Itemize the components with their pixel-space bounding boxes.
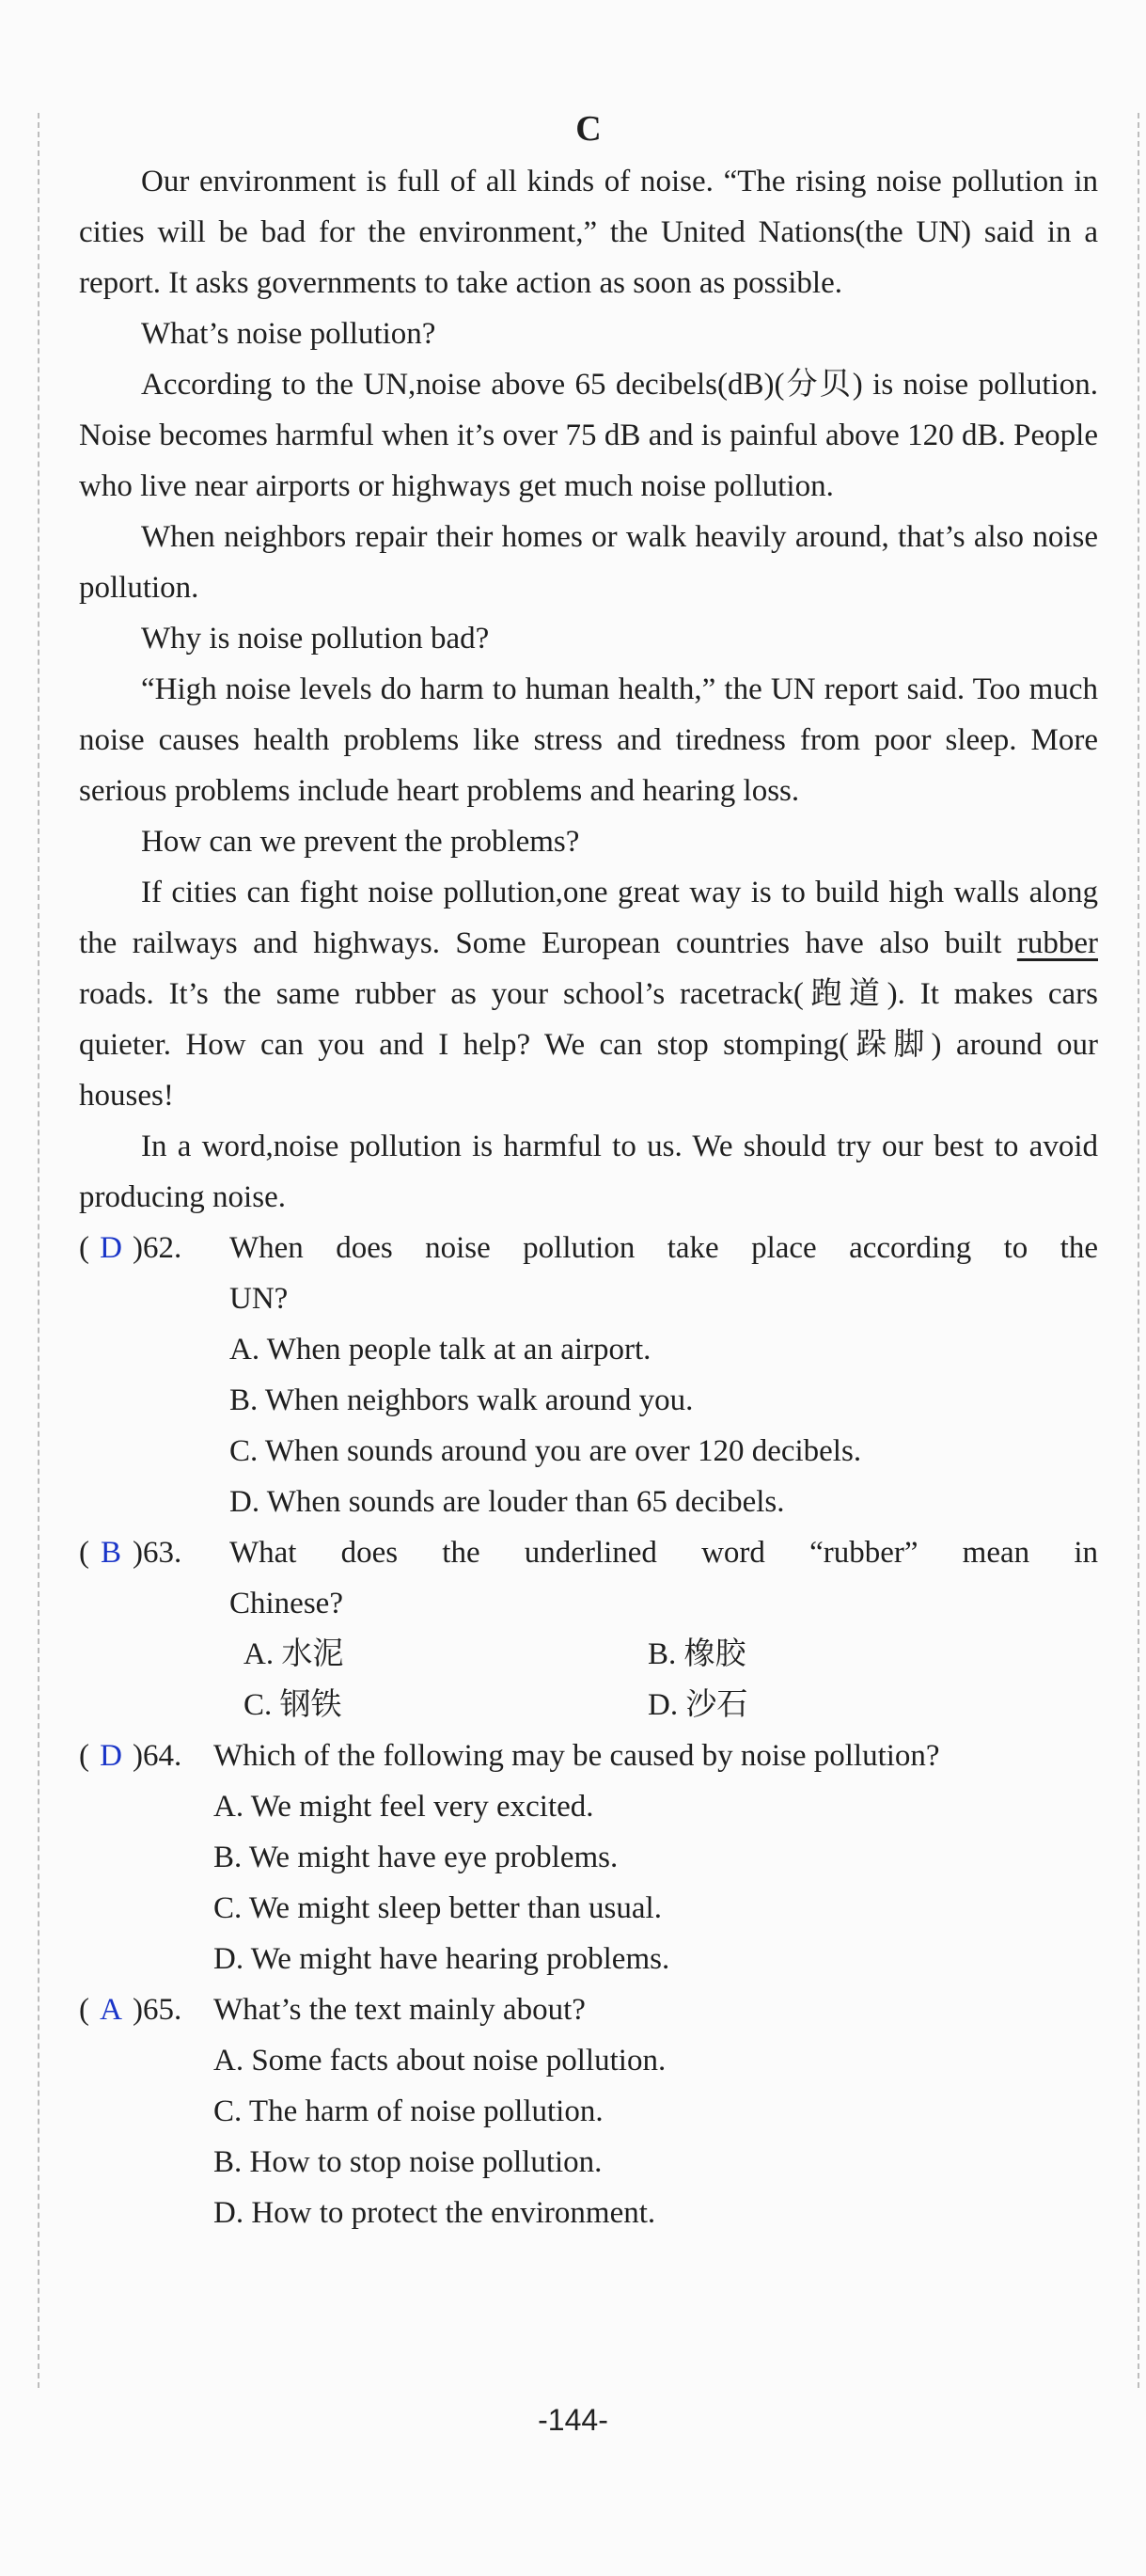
question-stem: Which of the following may be caused by noise pollution? — [213, 1739, 940, 1773]
option-d: D. How to protect the environment. — [213, 2196, 656, 2230]
question-number: 63. — [143, 1536, 182, 1570]
paragraph-1: Our environment is full of all kinds of noise. “The rising noise pollution in cities will be bad for the environment,” the United Nations(the UN) said in a report. It asks governments to take action as soon as possible. — [79, 165, 1098, 300]
question-65: ( A )65. What’s the text mainly about? A. Some facts about noise pollution. C. The harm of noise pollution. B. How to stop noise pollution. D. How to protect the environment. — [79, 1984, 1098, 2238]
paragraph-3: According to the UN,noise above 65 decibels(dB)(分贝) is noise pollution. Noise becomes harmful when it’s over 75 dB and is painful above 120 dB. People who live near airports or highways get much noise pollution. — [79, 368, 1098, 503]
question-62: ( D )62. When does noise pollution take place according to the UN? A. When people talk at an airport. B. When neighbors walk around you. C. When sounds around you are over 120 decibels. D. When sounds are louder than 65 decibels. — [79, 1223, 1098, 1527]
option-a: A. 水泥 — [243, 1637, 344, 1671]
option-a: A. We might feel very excited. — [213, 1790, 594, 1824]
paragraph-6: “High noise levels do harm to human health,” the UN report said. Too much noise causes health problems like stress and tiredness from poor sleep. More serious problems include heart problems and hearing loss. — [79, 672, 1098, 808]
right-dashed-margin — [1138, 113, 1139, 2388]
answer-62: D — [100, 1231, 122, 1265]
question-number: 62. — [143, 1231, 182, 1265]
answer-65: A — [100, 1993, 122, 2027]
option-d: D. 沙石 — [648, 1688, 748, 1722]
reading-passage — [79, 103, 1098, 2238]
question-64: ( D )64. Which of the following may be caused by noise pollution? A. We might feel very excited. B. We might have eye problems. C. We might sleep better than usual. D. We might have hearing problems. — [79, 1731, 1098, 1984]
question-stem: What’s the text mainly about? — [213, 1993, 586, 2027]
paragraph-2: What’s noise pollution? — [141, 317, 436, 351]
option-c: C. 钢铁 — [243, 1688, 342, 1722]
question-stem: What does the underlined word “rubber” mean in — [229, 1536, 1098, 1570]
question-63: ( B )63. What does the underlined word “rubber” mean in Chinese? A. 水泥 B. 橡胶 C. 钢铁 D. 沙石 — [79, 1527, 1098, 1731]
underlined-word-rubber: rubber — [1016, 926, 1098, 960]
paragraph-7: How can we prevent the problems? — [141, 825, 580, 859]
option-b: B. We might have eye problems. — [213, 1841, 619, 1874]
option-b: B. 橡胶 — [648, 1637, 746, 1671]
option-a: A. When people talk at an airport. — [229, 1333, 651, 1367]
option-d: D. When sounds are louder than 65 decibels. — [229, 1485, 785, 1519]
option-c: C. We might sleep better than usual. — [213, 1891, 662, 1925]
section-title: C — [575, 109, 602, 149]
option-c: C. The harm of noise pollution. — [213, 2094, 604, 2128]
option-c: C. When sounds around you are over 120 decibels. — [229, 1434, 862, 1468]
option-b: B. When neighbors walk around you. — [229, 1383, 694, 1417]
option-b: B. How to stop noise pollution. — [213, 2145, 603, 2179]
paragraph-8-part-1: If cities can fight noise pollution,one great way is to build high walls along the railways and highways. Some European countries have also built — [79, 876, 1098, 960]
option-d: D. We might have hearing problems. — [213, 1942, 670, 1976]
question-stem-cont: UN? — [229, 1282, 289, 1316]
page-number: -144- — [538, 2403, 608, 2437]
question-stem-cont: Chinese? — [229, 1587, 343, 1620]
question-number: 64. — [143, 1739, 182, 1773]
left-dashed-margin — [38, 113, 39, 2388]
paragraph-8-part-2: roads. It’s the same rubber as your school’s racetrack(跑道). It makes cars quieter. How can you and I help? We can stop stomping(跺脚) around our houses! — [79, 977, 1098, 1113]
question-number: 65. — [143, 1993, 182, 2027]
option-a: A. Some facts about noise pollution. — [213, 2044, 667, 2078]
paragraph-8 — [79, 867, 1098, 1121]
paragraph-9: In a word,noise pollution is harmful to us. We should try our best to avoid producing noise. — [79, 1130, 1098, 1214]
answer-64: D — [100, 1739, 122, 1773]
paragraph-4: When neighbors repair their homes or walk heavily around, that’s also noise pollution. — [79, 520, 1098, 605]
question-stem: When does noise pollution take place according to the — [229, 1231, 1098, 1265]
paragraph-5: Why is noise pollution bad? — [141, 622, 490, 656]
answer-63: B — [100, 1536, 121, 1570]
